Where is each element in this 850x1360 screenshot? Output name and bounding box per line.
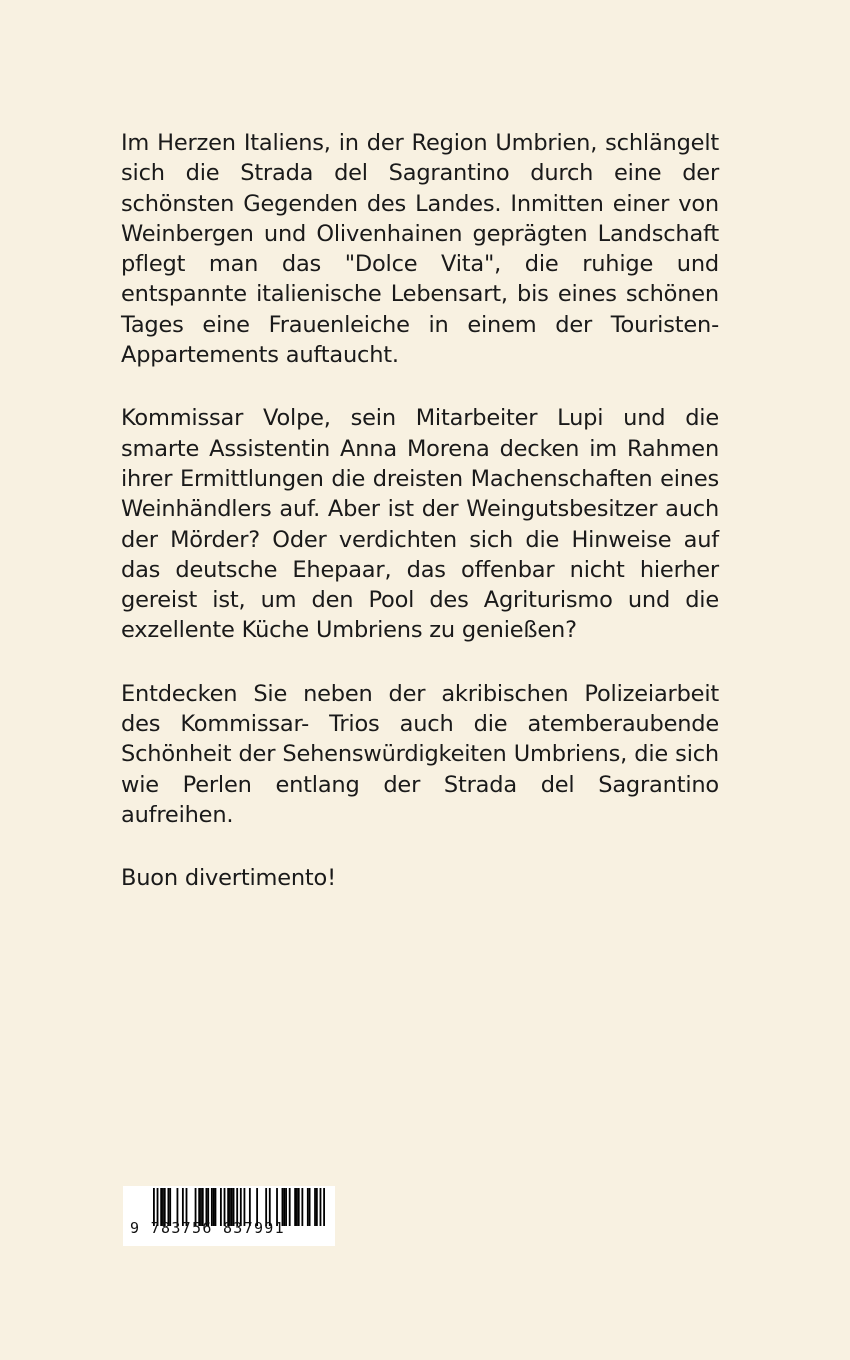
- barcode-bar: [320, 1188, 322, 1226]
- isbn-number: 9 783756 837991: [130, 1219, 285, 1237]
- blurb-closing-line: Buon divertimento!: [121, 865, 336, 892]
- barcode-bar: [309, 1188, 311, 1226]
- isbn-barcode: [123, 1186, 335, 1246]
- barcode-bar: [316, 1188, 318, 1226]
- barcode-bar: [323, 1188, 325, 1226]
- barcode-bar: [285, 1188, 287, 1226]
- barcode-bar: [294, 1188, 296, 1226]
- barcode-bar: [296, 1188, 298, 1226]
- barcode-bar: [307, 1188, 309, 1226]
- back-cover-blurb: [121, 128, 719, 927]
- barcode-bar: [298, 1188, 300, 1226]
- blurb-paragraph-2: Kommissar Volpe, sein Mitarbeiter Lupi und die smarte Assistentin Anna Morena decken im Rahmen ihrer Ermittlungen die dreisten Machenschaften eines Weinhändlers auf. Aber ist der Weingutsbesitzer auch der Mörder? Oder verdichten sich die Hinweise auf das deutsche Ehepaar, das offenbar nicht hierher gereist ist, um den Pool des Agriturismo und die exzellente Küche Umbriens zu genießen?: [121, 405, 719, 644]
- blurb-paragraph-3: Entdecken Sie neben der akribischen Polizeiarbeit des Kommissar- Trios auch die atemberaubende Schönheit der Sehenswürdigkeiten Umbriens, die sich wie Perlen entlang der Strada del Sagrantino aufreihen.: [121, 680, 719, 828]
- barcode-bar: [301, 1188, 303, 1226]
- barcode-bar: [314, 1188, 316, 1226]
- blurb-paragraph-1: Im Herzen Italiens, in der Region Umbrien, schlängelt sich die Strada del Sagrantino durch eine der schönsten Gegenden des Landes. Inmitten einer von Weinbergen und Olivenhainen geprägten Landschaft pflegt man das "Dolce Vita", die ruhige und entspannte italienische Lebensart, bis eines schönen Tages eine Frauenleiche in einem der Touristen-Appartements auftaucht.: [121, 130, 719, 369]
- barcode-bar: [289, 1188, 291, 1226]
